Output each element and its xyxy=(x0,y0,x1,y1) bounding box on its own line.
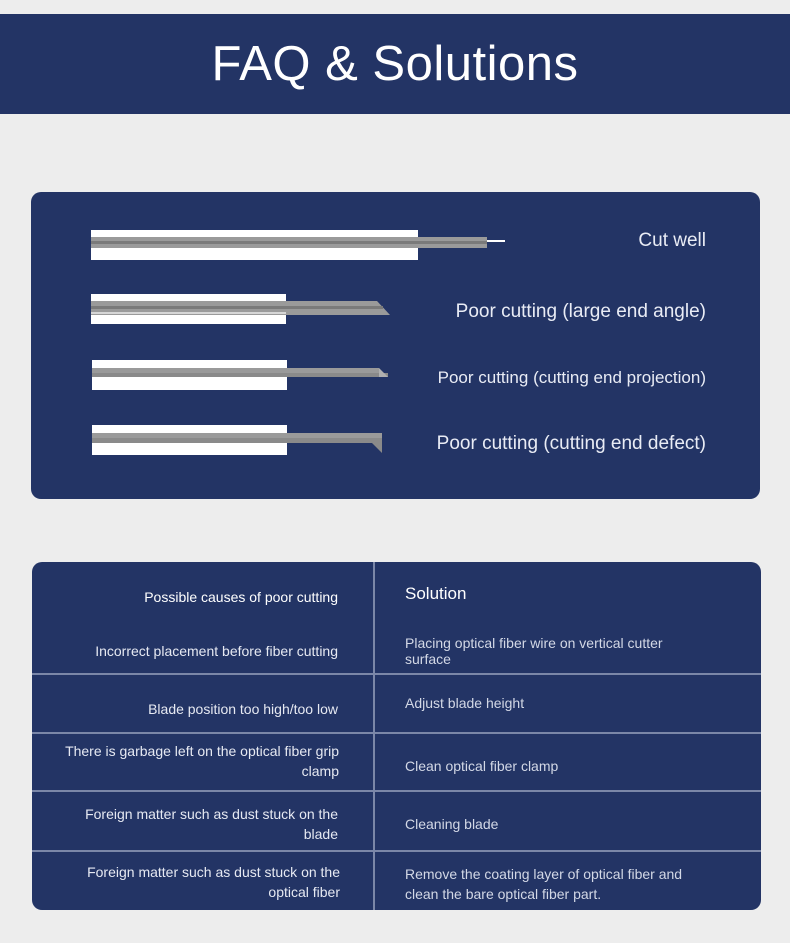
fiber-row-cut-well xyxy=(31,228,760,268)
table-row-cause: Blade position too high/too low xyxy=(148,701,338,717)
table-row-solution: Placing optical fiber wire on vertical cutter surface xyxy=(405,635,663,667)
table-row-cause: Foreign matter such as dust stuck on the blade xyxy=(85,806,338,842)
table-row-cause: Incorrect placement before fiber cutting xyxy=(95,643,338,659)
row-divider xyxy=(32,850,761,852)
fiber-row-end-defect xyxy=(31,423,760,463)
table-row-solution: Adjust blade height xyxy=(405,695,525,711)
row-divider xyxy=(32,790,761,792)
faq-table xyxy=(32,562,761,910)
table-row-solution: Cleaning blade xyxy=(405,816,499,832)
fiber-illustration-clean-icon xyxy=(31,228,531,268)
header-banner xyxy=(0,14,790,114)
page-title: FAQ & Solutions xyxy=(211,37,579,91)
table-header-cause: Possible causes of poor cutting xyxy=(144,589,338,605)
fiber-cut-panel xyxy=(31,192,760,499)
row-divider xyxy=(32,673,761,675)
fiber-label-end-defect: Poor cutting (cutting end defect) xyxy=(436,433,706,454)
table-row-cause: Foreign matter such as dust stuck on the optical fiber xyxy=(87,864,340,900)
table-row-cause: There is garbage left on the optical fiber grip clamp xyxy=(65,743,339,779)
fiber-row-large-end-angle xyxy=(31,292,760,332)
table-row-solution: Clean optical fiber clamp xyxy=(405,758,559,774)
table-row-solution: Remove the coating layer of optical fiber and clean the bare optical fiber part. xyxy=(405,866,683,902)
fiber-label-large-end-angle: Poor cutting (large end angle) xyxy=(455,301,706,322)
fiber-label-end-projection: Poor cutting (cutting end projection) xyxy=(437,368,706,387)
column-divider xyxy=(373,562,375,910)
table-header-solution: Solution xyxy=(405,584,467,603)
fiber-label-cut-well: Cut well xyxy=(638,230,706,251)
fiber-row-end-projection xyxy=(31,358,760,398)
row-divider xyxy=(32,732,761,734)
